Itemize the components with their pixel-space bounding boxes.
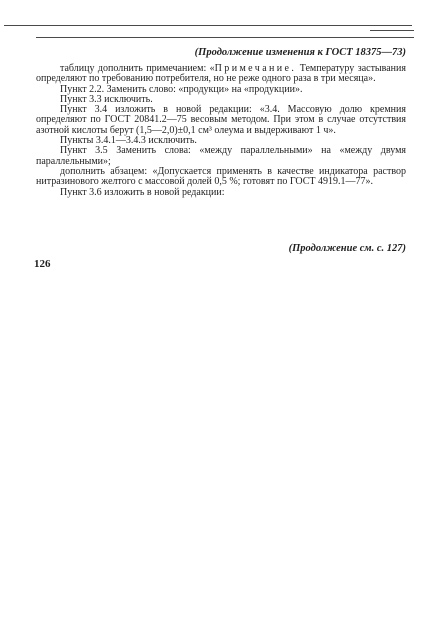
paragraph-3-4: Пункт 3.4 изложить в новой редакции: «3.4. Массовую долю кремния определяют по ГОСТ 20841.2—75 весовым методом. При этом в случае отсутствия азотной кислоты берут (1,5—2,0)±0,1 см³ олеума и выдерживают 1 ч». [36, 104, 406, 136]
paragraph-3-3: Пункт 3.3 исключить. [60, 93, 153, 105]
paragraph-note [36, 64, 406, 85]
header-rule [36, 37, 414, 38]
note-prefix: таблицу дополнить примечанием: « [60, 63, 215, 74]
note-suffix: Температуру застывания определяют по требованию потребителя, но не реже одного раза в три месяца». [36, 63, 406, 85]
top-rule-mark [370, 30, 414, 31]
note-keyword: Примечание. [214, 63, 297, 74]
continuation-footer: (Продолжение см. с. 127) [288, 243, 406, 254]
paragraph-addition: дополнить абзацем: «Допускается применять в качестве индикатора раствор нитразинового желтого с массовой долей 0,5 %; готовят по ГОСТ 4919.1—77». [36, 165, 406, 188]
paragraph-3-6: Пункт 3.6 изложить в новой редакции: [60, 186, 225, 198]
paragraph-2-2: Пункт 2.2. Заменить слово: «продукци» на «продукции». [60, 83, 303, 95]
paragraph-3-4-1: Пункты 3.4.1—3.4.3 исключить. [60, 135, 197, 147]
continuation-header: (Продолжение изменения к ГОСТ 18375—73) [194, 47, 406, 58]
top-rule [4, 25, 412, 26]
page-number: 126 [34, 258, 51, 270]
body-text [36, 64, 406, 198]
paragraph-3-5: Пункт 3.5 Заменить слова: «между параллельными» на «между двумя параллельными»; [36, 145, 406, 167]
